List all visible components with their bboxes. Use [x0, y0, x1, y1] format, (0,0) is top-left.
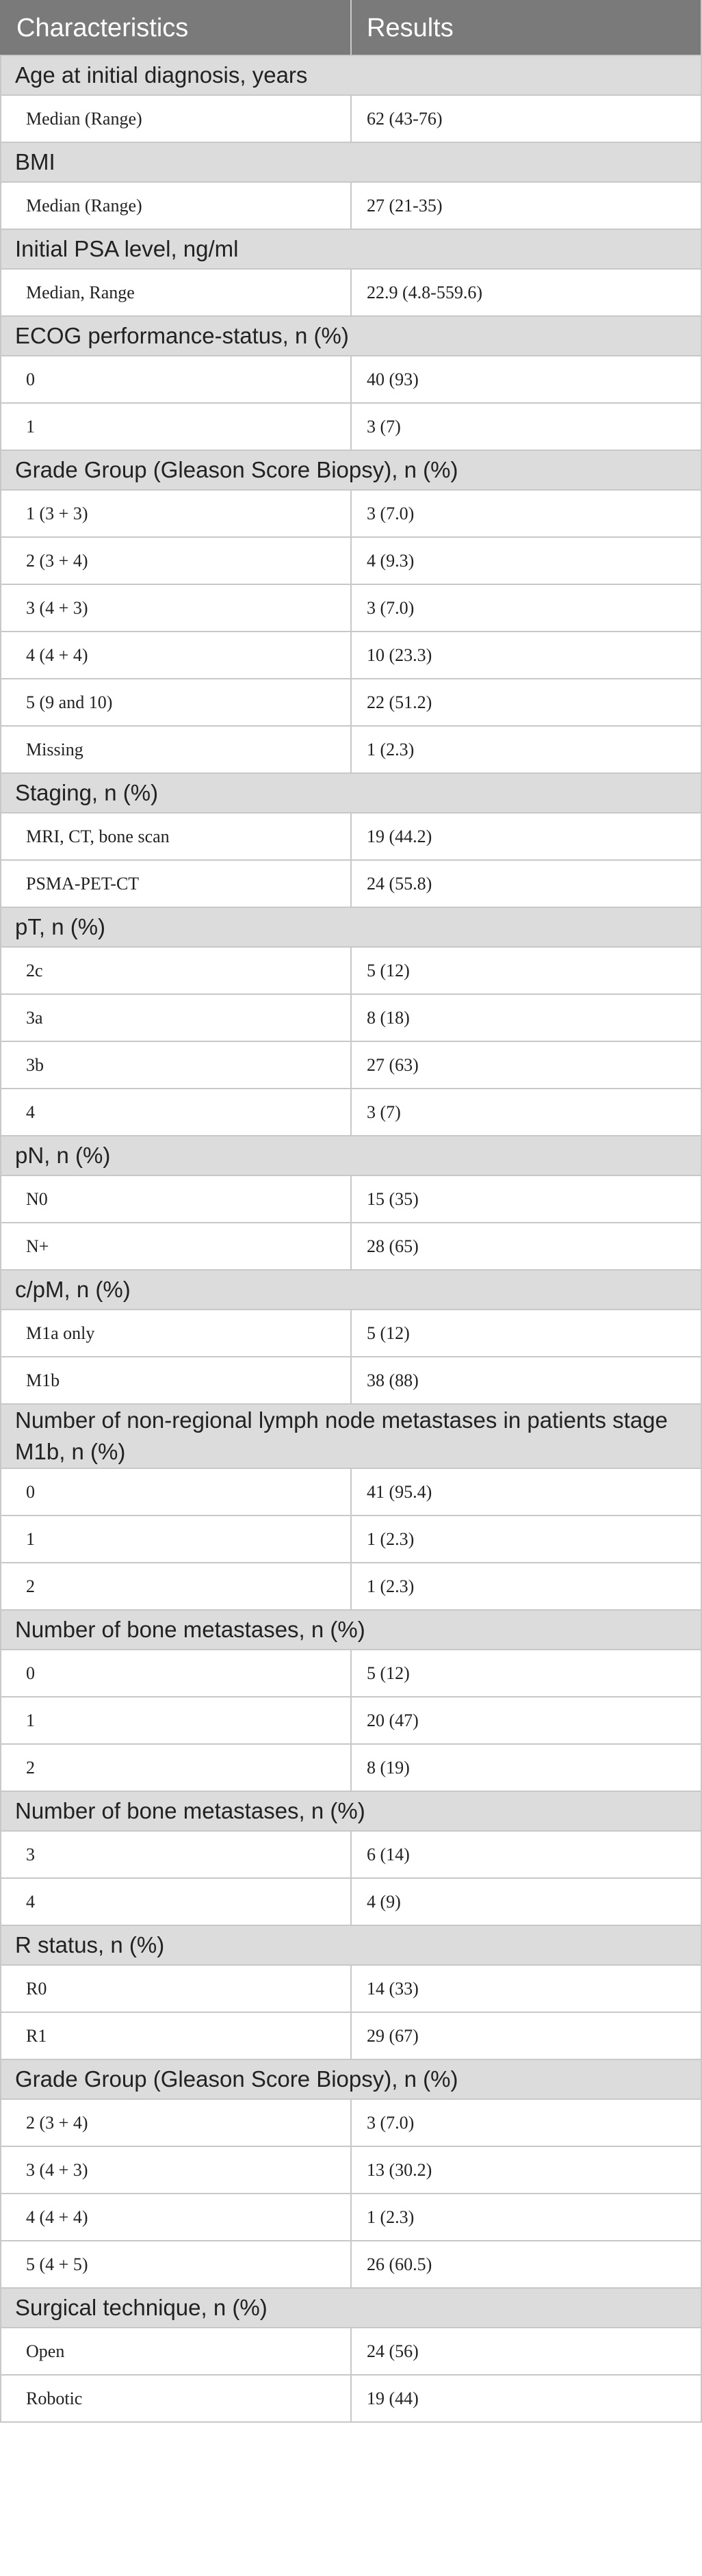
result-cell: 41 (95.4): [351, 1468, 701, 1515]
characteristic-cell: MRI, CT, bone scan: [1, 813, 351, 860]
table-row: [1, 2194, 701, 2241]
result-cell: 4 (9.3): [351, 537, 701, 584]
result-cell: 29 (67): [351, 2012, 701, 2059]
characteristic-cell: 2: [1, 1744, 351, 1791]
table-row: [1, 1357, 701, 1404]
table-row: [1, 1468, 701, 1515]
result-cell: 3 (7.0): [351, 2099, 701, 2146]
section-row: [1, 316, 701, 356]
result-cell: 5 (12): [351, 1650, 701, 1697]
table-row: [1, 1041, 701, 1089]
characteristic-cell: 3b: [1, 1041, 351, 1089]
table-body: [1, 55, 701, 2422]
table-row: [1, 1697, 701, 1744]
section-row: [1, 1270, 701, 1310]
table-row: [1, 632, 701, 679]
characteristic-cell: Robotic: [1, 2375, 351, 2422]
section-title: ECOG performance-status, n (%): [1, 316, 701, 356]
characteristic-cell: 1: [1, 1515, 351, 1563]
characteristic-cell: N+: [1, 1223, 351, 1270]
characteristic-cell: 3: [1, 1831, 351, 1878]
result-cell: 4 (9): [351, 1878, 701, 1925]
section-title: Number of non-regional lymph node metastases in patients stage M1b, n (%): [1, 1404, 701, 1468]
result-cell: 3 (7.0): [351, 490, 701, 537]
table-row: [1, 1175, 701, 1223]
section-row: [1, 2288, 701, 2328]
table-row: [1, 2146, 701, 2194]
section-title: Number of bone metastases, n (%): [1, 1791, 701, 1831]
table-row: [1, 1878, 701, 1925]
section-title: R status, n (%): [1, 1925, 701, 1965]
characteristic-cell: 3 (4 + 3): [1, 2146, 351, 2194]
characteristic-cell: 3 (4 + 3): [1, 584, 351, 632]
result-cell: 8 (18): [351, 994, 701, 1041]
section-title: Grade Group (Gleason Score Biopsy), n (%): [1, 450, 701, 490]
section-row: [1, 907, 701, 947]
table-row: [1, 1089, 701, 1136]
table-row: [1, 2375, 701, 2422]
section-title: Staging, n (%): [1, 773, 701, 813]
table-row: [1, 1831, 701, 1878]
result-cell: 19 (44.2): [351, 813, 701, 860]
characteristic-cell: 0: [1, 1468, 351, 1515]
characteristic-cell: 2 (3 + 4): [1, 2099, 351, 2146]
characteristic-cell: R0: [1, 1965, 351, 2012]
section-title: BMI: [1, 142, 701, 182]
section-title: Surgical technique, n (%): [1, 2288, 701, 2328]
characteristic-cell: 5 (4 + 5): [1, 2241, 351, 2288]
section-row: [1, 142, 701, 182]
section-title: Grade Group (Gleason Score Biopsy), n (%): [1, 2059, 701, 2099]
table-row: [1, 182, 701, 229]
table-row: [1, 2099, 701, 2146]
result-cell: 13 (30.2): [351, 2146, 701, 2194]
result-cell: 14 (33): [351, 1965, 701, 2012]
result-cell: 1 (2.3): [351, 2194, 701, 2241]
characteristic-cell: R1: [1, 2012, 351, 2059]
table-row: [1, 813, 701, 860]
result-cell: 1 (2.3): [351, 1563, 701, 1610]
result-cell: 28 (65): [351, 1223, 701, 1270]
characteristic-cell: 4 (4 + 4): [1, 632, 351, 679]
characteristic-cell: N0: [1, 1175, 351, 1223]
header-results: Results: [351, 1, 701, 55]
characteristic-cell: PSMA-PET-CT: [1, 860, 351, 907]
table-row: [1, 403, 701, 450]
table-row: [1, 994, 701, 1041]
table-row: [1, 1310, 701, 1357]
result-cell: 3 (7.0): [351, 584, 701, 632]
section-title: pN, n (%): [1, 1136, 701, 1175]
table-row: [1, 679, 701, 726]
table-row: [1, 95, 701, 142]
characteristic-cell: 1: [1, 1697, 351, 1744]
table-row: [1, 1563, 701, 1610]
result-cell: 10 (23.3): [351, 632, 701, 679]
table-row: [1, 1515, 701, 1563]
result-cell: 8 (19): [351, 1744, 701, 1791]
table-row: [1, 1223, 701, 1270]
result-cell: 1 (2.3): [351, 726, 701, 773]
result-cell: 1 (2.3): [351, 1515, 701, 1563]
result-cell: 3 (7): [351, 1089, 701, 1136]
characteristic-cell: M1a only: [1, 1310, 351, 1357]
result-cell: 62 (43-76): [351, 95, 701, 142]
section-row: [1, 55, 701, 95]
characteristic-cell: 2c: [1, 947, 351, 994]
result-cell: 20 (47): [351, 1697, 701, 1744]
section-row: [1, 1610, 701, 1650]
characteristic-cell: 3a: [1, 994, 351, 1041]
table-row: [1, 947, 701, 994]
characteristic-cell: 0: [1, 1650, 351, 1697]
section-row: [1, 1404, 701, 1468]
characteristic-cell: Median (Range): [1, 95, 351, 142]
header-characteristics: Characteristics: [1, 1, 351, 55]
characteristic-cell: Median, Range: [1, 269, 351, 316]
section-row: [1, 1925, 701, 1965]
table-row: [1, 490, 701, 537]
characteristic-cell: M1b: [1, 1357, 351, 1404]
characteristic-cell: Median (Range): [1, 182, 351, 229]
result-cell: 24 (55.8): [351, 860, 701, 907]
table-row: [1, 2012, 701, 2059]
section-row: [1, 773, 701, 813]
result-cell: 5 (12): [351, 947, 701, 994]
result-cell: 22 (51.2): [351, 679, 701, 726]
characteristic-cell: 1: [1, 403, 351, 450]
table-row: [1, 1744, 701, 1791]
table-row: [1, 356, 701, 403]
section-title: pT, n (%): [1, 907, 701, 947]
section-row: [1, 1791, 701, 1831]
section-row: [1, 450, 701, 490]
table-header-row: [1, 1, 701, 55]
section-title: Initial PSA level, ng/ml: [1, 229, 701, 269]
characteristic-cell: 2 (3 + 4): [1, 537, 351, 584]
table-row: [1, 584, 701, 632]
table-row: [1, 1650, 701, 1697]
result-cell: 38 (88): [351, 1357, 701, 1404]
characteristic-cell: 1 (3 + 3): [1, 490, 351, 537]
section-row: [1, 1136, 701, 1175]
result-cell: 6 (14): [351, 1831, 701, 1878]
table-row: [1, 537, 701, 584]
table-row: [1, 2241, 701, 2288]
characteristic-cell: 2: [1, 1563, 351, 1610]
table-row: [1, 269, 701, 316]
table-row: [1, 1965, 701, 2012]
result-cell: 24 (56): [351, 2328, 701, 2375]
characteristic-cell: 4 (4 + 4): [1, 2194, 351, 2241]
characteristic-cell: Missing: [1, 726, 351, 773]
result-cell: 15 (35): [351, 1175, 701, 1223]
table-row: [1, 726, 701, 773]
result-cell: 26 (60.5): [351, 2241, 701, 2288]
characteristic-cell: 5 (9 and 10): [1, 679, 351, 726]
section-row: [1, 229, 701, 269]
section-row: [1, 2059, 701, 2099]
result-cell: 27 (21-35): [351, 182, 701, 229]
table-row: [1, 860, 701, 907]
result-cell: 19 (44): [351, 2375, 701, 2422]
section-title: Age at initial diagnosis, years: [1, 55, 701, 95]
section-title: Number of bone metastases, n (%): [1, 1610, 701, 1650]
result-cell: 3 (7): [351, 403, 701, 450]
table-row: [1, 2328, 701, 2375]
result-cell: 22.9 (4.8-559.6): [351, 269, 701, 316]
characteristic-cell: 4: [1, 1878, 351, 1925]
characteristic-cell: 0: [1, 356, 351, 403]
result-cell: 5 (12): [351, 1310, 701, 1357]
section-title: c/pM, n (%): [1, 1270, 701, 1310]
characteristic-cell: 4: [1, 1089, 351, 1136]
characteristic-cell: Open: [1, 2328, 351, 2375]
result-cell: 27 (63): [351, 1041, 701, 1089]
result-cell: 40 (93): [351, 356, 701, 403]
